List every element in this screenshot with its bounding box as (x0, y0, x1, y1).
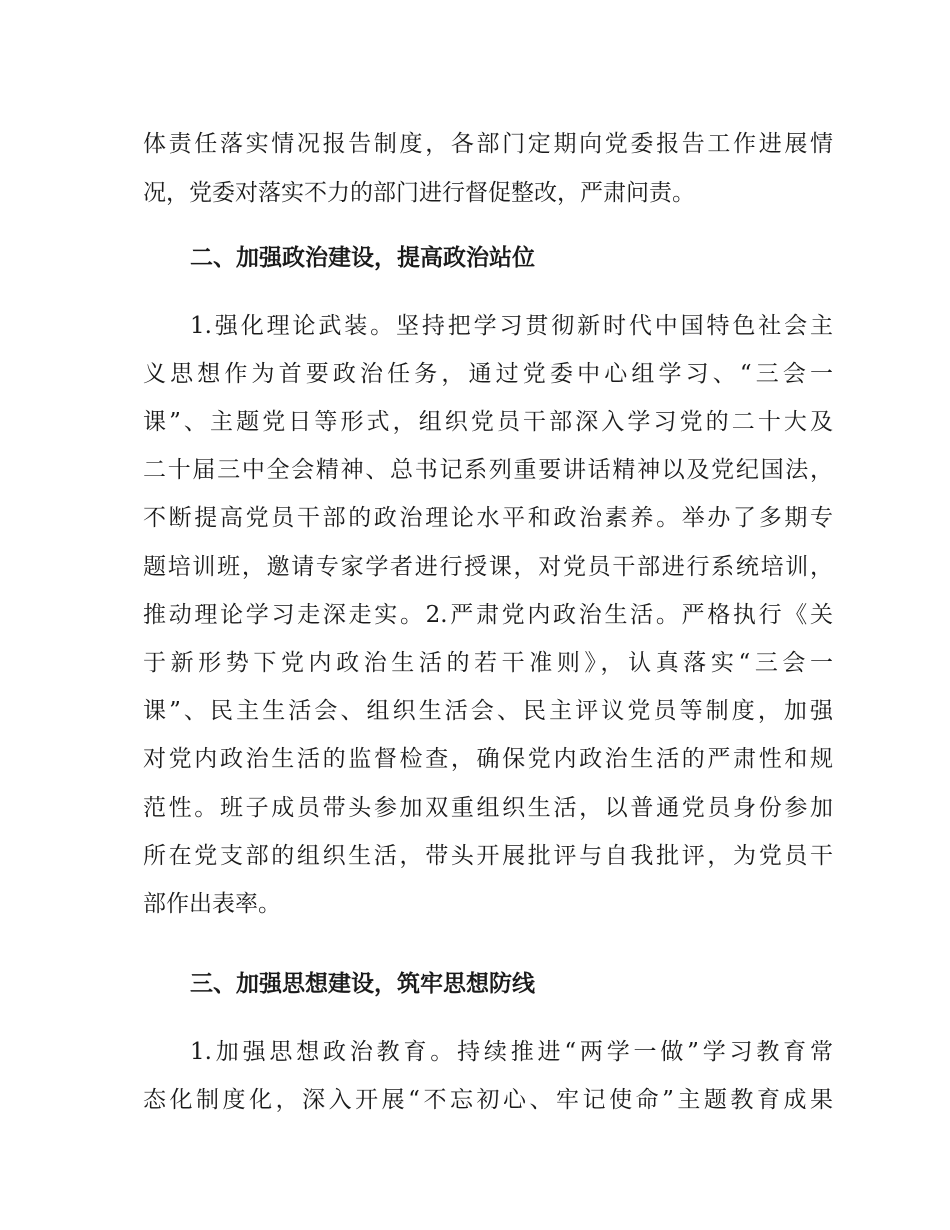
paragraph-line: 范性。班子成员带头参加双重组织生活，以普通党员身份参加 (143, 795, 833, 821)
paragraph-line: 部作出表率。 (143, 891, 281, 917)
paragraph-line: 二十届三中全会精神、总书记系列重要讲话精神以及党纪国法， (143, 457, 833, 483)
paragraph-line: 况，党委对落实不力的部门进行督促整改，严肃问责。 (143, 180, 695, 206)
section-heading: 二、加强政治建设，提高政治站位 (190, 245, 535, 271)
paragraph-line: 课”、民主生活会、组织生活会、民主评议党员等制度，加强 (143, 698, 833, 724)
paragraph-line: 1.加强思想政治教育。持续推进“两学一做”学习教育常 (190, 1039, 833, 1065)
paragraph-line: 推动理论学习走深走实。2.严肃党内政治生活。严格执行《关 (143, 602, 833, 628)
paragraph-line: 1.强化理论武装。坚持把学习贯彻新时代中国特色社会主 (190, 313, 833, 339)
paragraph-line: 课”、主题党日等形式，组织党员干部深入学习党的二十大及 (143, 409, 833, 435)
paragraph-line: 体责任落实情况报告制度，各部门定期向党委报告工作进展情 (143, 131, 833, 157)
paragraph-line: 所在党支部的组织生活，带头开展批评与自我批评，为党员干 (143, 843, 833, 869)
paragraph-line: 于新形势下党内政治生活的若干准则》，认真落实“三会一 (143, 650, 833, 676)
paragraph-line: 义思想作为首要政治任务，通过党委中心组学习、“三会一 (143, 361, 833, 387)
section-heading: 三、加强思想建设，筑牢思想防线 (190, 971, 535, 997)
paragraph-line: 题培训班，邀请专家学者进行授课，对党员干部进行系统培训， (143, 554, 833, 580)
paragraph-line: 态化制度化，深入开展“不忘初心、牢记使命”主题教育成果 (143, 1087, 833, 1113)
paragraph-line: 不断提高党员干部的政治理论水平和政治素养。举办了多期专 (143, 505, 833, 531)
paragraph-line: 对党内政治生活的监督检查，确保党内政治生活的严肃性和规 (143, 746, 833, 772)
